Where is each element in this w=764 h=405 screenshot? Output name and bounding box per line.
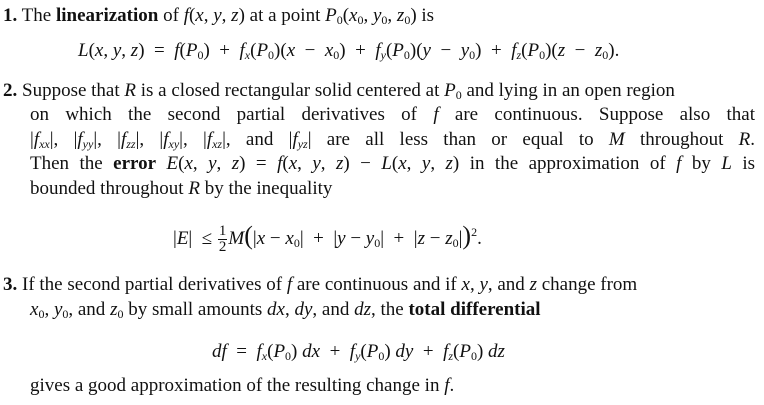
fraction-one-half: $\frac{1}{2}$ [218,223,227,255]
item-number: 2. [3,80,18,101]
item-1-intro: 1. The linearization of f(x, y, z) at a point $P_0(x_0$, $y_0$, $z_0$) is [3,5,435,27]
term-total-differential: total differential [408,299,541,320]
error-inequality: |E| ≤ $\frac{1}{2}$ $M(|x - x_0| + |y - y_0| + |z - z_0|)^2$. [173,220,482,255]
item-2-line-1: 2. Suppose that R is a closed rectangular solid centered at $P_0$ and lying in an open region [3,80,675,102]
term-linearization: linearization [55,5,159,26]
item-2-line-5: bounded throughout R by the inequality [30,178,333,199]
item-number: 1. [3,5,18,26]
item-number: 3. [3,274,18,295]
intro-prefix: The [21,5,52,26]
line-4-prefix: Then the [30,153,103,174]
item-2-line-2: on which the second partial derivatives of f are continuous. Suppose also that [30,104,755,125]
item-2-line-4: Then the error E(x, y, z) = f(x, y, z) − L(x, y, z) in the approximation of f by L is [30,153,756,174]
term-error: error [113,153,157,174]
linearization-formula: L(x, y, $z) = f(P_0) + f_x(P_0)(x - x_0) + f_y(P_0)(y - y_0) + f_z(P_0)(z - z_0)$. [78,40,620,62]
item-3-line-2: $x_0$, $y_0$, and $z_0$ by small amounts dx, dy, and dz, the total differential [30,299,541,321]
item-3-closing: gives a good approximation of the resulting change in f. [30,375,455,396]
item-2-line-3: $|f_{xx}|$, $|f_{yy}|$, $|f_{zz}|$, $|f_{xy}|$, $|f_{xz}|$, and $|f_{yz}|$ are all less than or equal to M throughout R. [30,129,756,151]
item-3-line-1: 3. If the second partial derivatives of f are continuous and if x, y, and z change from [3,274,638,295]
total-differential-formula: df = $f_x(P_0)$ dx + $f_y(P_0)$ dy + $f_z(P_0)$ dz [212,341,505,363]
